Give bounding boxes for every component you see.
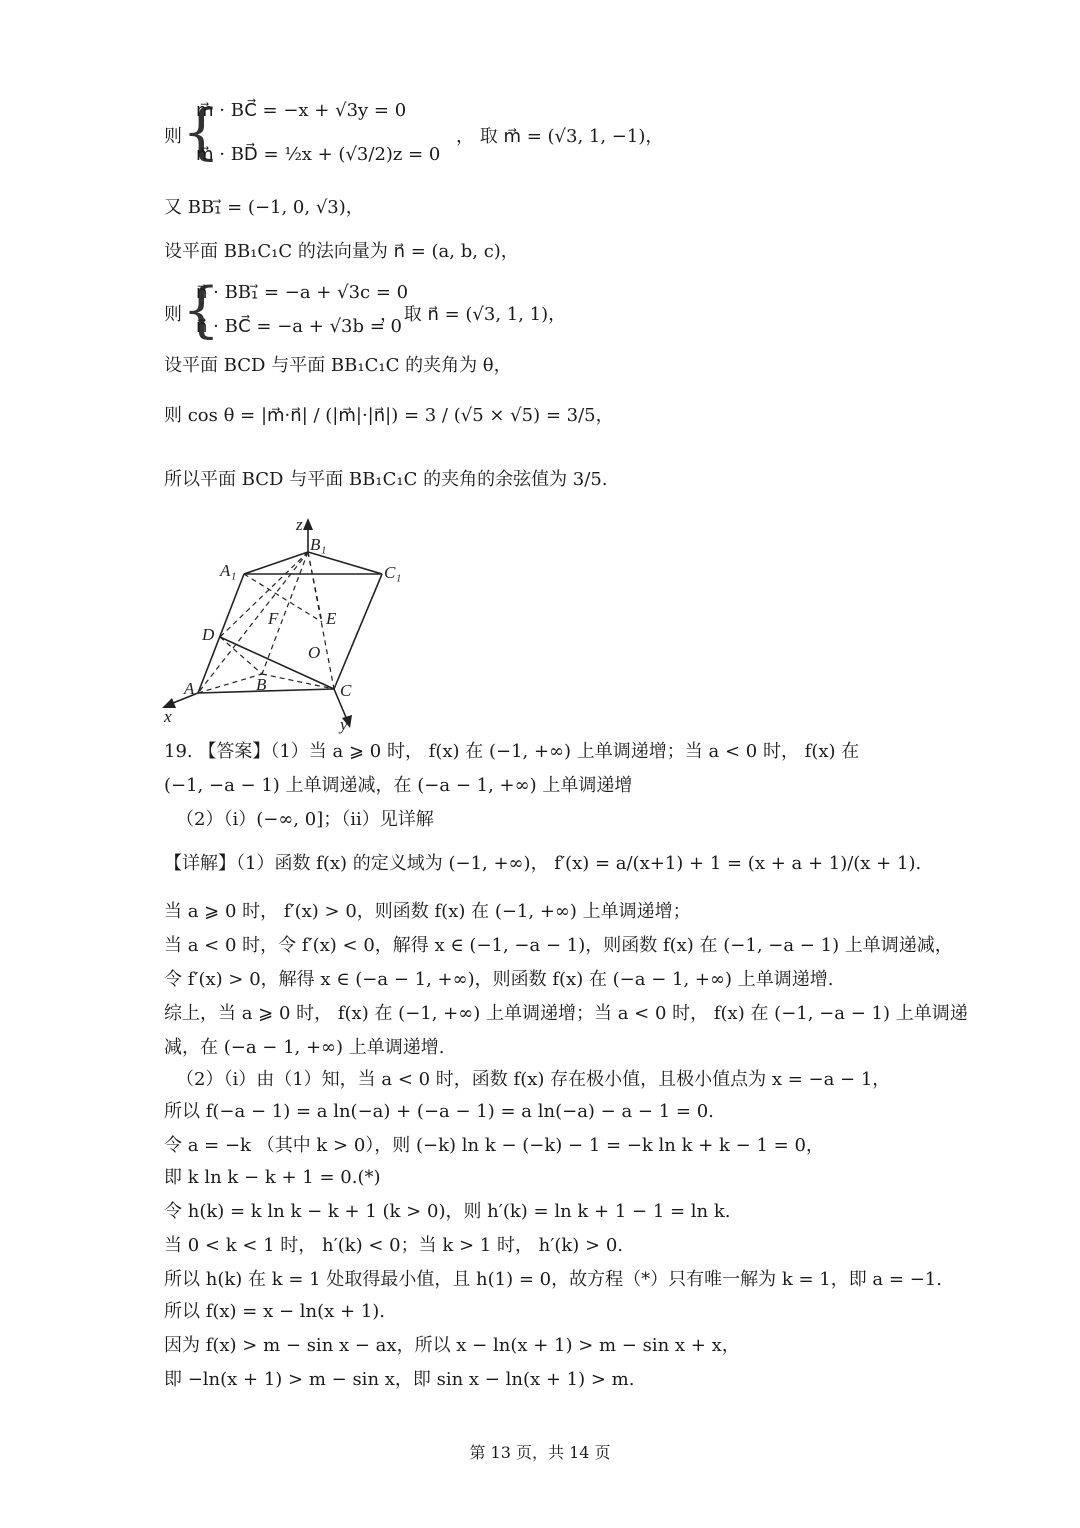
q19-answer-part1-cont: (−1, −a − 1) 上单调递减，在 (−a − 1, +∞) 上单调递增 [164,775,633,796]
left-brace: { [182,275,221,345]
q19-answer-part1: 19. 【答案】（1）当 a ⩾ 0 时， f(x) 在 (−1, +∞) 上单调递增；当 a < 0 时， f(x) 在 [164,741,860,762]
detail-line: 所以 f(x) = x − ln(x + 1). [164,1301,386,1322]
edge-b1-c1 [308,552,382,574]
label-f: F [268,609,279,628]
q19-answer-part2: （2）（i）(−∞, 0]；（ii）见详解 [176,809,434,830]
left-brace: { [182,97,221,167]
detail-line: 即 −ln(x + 1) > m − sin x，即 sin x − ln(x + 1) > m. [164,1369,635,1390]
detail-domain-derivative: 【详解】（1）函数 f(x) 的定义域为 (−1, +∞)， f′(x) = a/(x+1) + 1 = (x + a + 1)/(x + 1). [164,853,922,874]
label-o: O [308,643,321,662]
label-z: z [296,515,303,534]
detail-line: 令 h(k) = k ln k − k + 1 (k > 0)，则 h′(k) = ln k + 1 − 1 = ln k. [164,1201,731,1222]
cosine-result: 所以平面 BCD 与平面 BB₁C₁C 的夹角的余弦值为 3/5. [164,469,608,490]
sys-prefix: 则 [164,126,182,147]
label-a1: A₁ [220,561,237,580]
equation-system-m [164,92,864,180]
detail-line: 因为 f(x) > m − sin x − ax，所以 x − ln(x + 1) > m − sin x + x， [164,1335,740,1356]
detail-line: 令 a = −k （其中 k > 0），则 (−k) ln k − (−k) − 1 = −k ln k + k − 1 = 0， [164,1135,824,1156]
edge-c1-c [334,574,382,689]
detail-line: 所以 h(k) 在 k = 1 处取得最小值，且 h(1) = 0，故方程（*）只有唯一解为 k = 1，即 a = −1. [164,1269,942,1290]
label-c1: C₁ [384,563,402,582]
vector-bb1: 又 BB₁⃗ = (−1, 0, √3)， [164,197,364,218]
detail-line: 综上，当 a ⩾ 0 时， f(x) 在 (−1, +∞) 上单调递增；当 a < 0 时， f(x) 在 (−1, −a − 1) 上单调递 [164,1003,968,1024]
edge-b-c [262,674,334,689]
cosine-computation: 则 cos θ = |m⃗·n⃗| / (|m⃗|·|n⃗|) = 3 / (√5 × √5) = 3/5， [164,405,614,426]
label-a: A [184,679,195,698]
equation-n-bc: n⃗ · BC⃗ = −a + √3b = 0 [196,316,402,337]
label-b: B [256,675,267,694]
detail-line: 当 a ⩾ 0 时， f′(x) > 0，则函数 f(x) 在 (−1, +∞) 上单调递增； [164,901,691,922]
segment-b1-e [308,552,322,622]
segment-a1-e [244,574,322,622]
edge-a-b [198,674,262,693]
detail-line: 所以 f(−a − 1) = a ln(−a) + (−a − 1) = a ln(−a) − a − 1 = 0. [164,1101,714,1122]
z-arrowhead [303,518,313,530]
label-b1: B₁ [310,535,327,554]
detail-line: 当 0 < k < 1 时， h′(k) < 0；当 k > 1 时， h′(k) > 0. [164,1235,624,1256]
label-y: y [340,715,348,734]
choose-n: ， 取 n⃗ = (√3, 1, 1)， [380,304,567,325]
choose-m: ， 取 m⃗ = (√3, 1, −1)， [456,126,664,147]
detail-line: 即 k ln k − k + 1 = 0.(*) [164,1167,381,1188]
equation-m-bd: m⃗ · BD⃗ = ½x + (√3/2)z = 0 [196,144,441,165]
segment-d-b [220,637,262,674]
detail-line: （2）（i）由（1）知，当 a < 0 时，函数 f(x) 存在极小值，且极小值点为 x = −a − 1， [176,1069,891,1090]
segment-b1-a [198,552,308,693]
equation-m-bc: m⃗ · BC⃗ = −x + √3y = 0 [196,100,407,121]
detail-line: 减，在 (−a − 1, +∞) 上单调递增. [164,1037,445,1058]
label-d: D [202,625,215,644]
equation-n-bb1: n⃗ · BB₁⃗ = −a + √3c = 0 [196,282,409,303]
edge-a1-b1 [244,552,308,574]
label-c: C [340,681,352,700]
label-e: E [326,609,337,628]
sys-prefix: 则 [164,304,182,325]
prism-figure [150,512,430,734]
equation-system-n [164,275,864,346]
page-number-footer: 第 13 页，共 14 页 [469,1443,611,1462]
label-x: x [164,707,172,726]
normal-vector-line: 设平面 BB₁C₁C 的法向量为 n⃗ = (a, b, c)， [164,241,519,262]
angle-definition: 设平面 BCD 与平面 BB₁C₁C 的夹角为 θ， [164,355,512,376]
detail-line: 当 a < 0 时，令 f′(x) < 0，解得 x ∈ (−1, −a − 1)，则函数 f(x) 在 (−1, −a − 1) 上单调递减， [164,935,953,956]
detail-line: 令 f′(x) > 0，解得 x ∈ (−a − 1, +∞)，则函数 f(x) 在 (−a − 1, +∞) 上单调递增. [164,969,834,990]
